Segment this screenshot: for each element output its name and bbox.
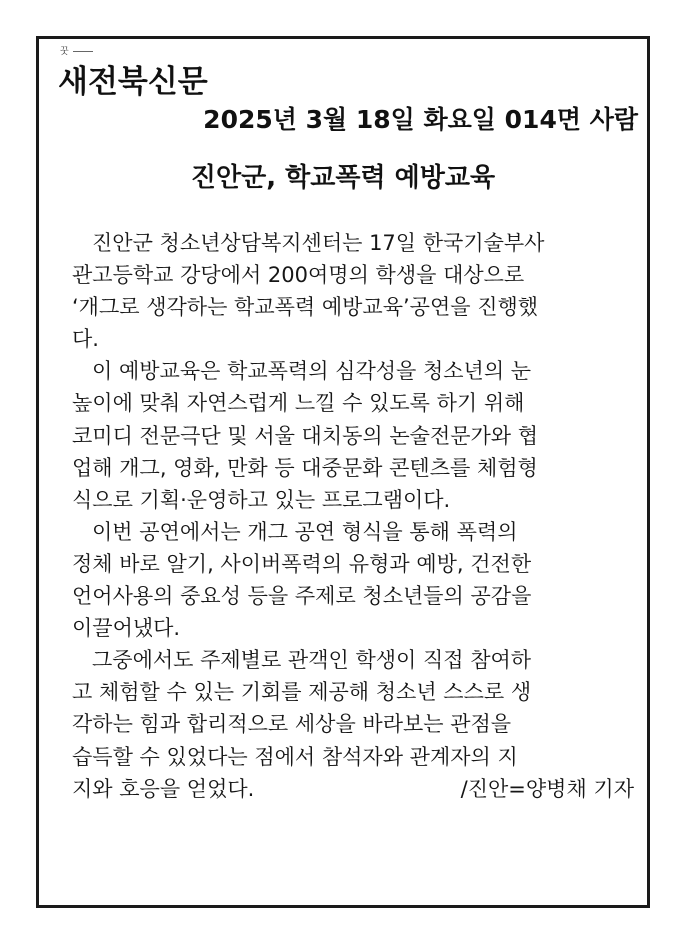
article-line: 다. — [72, 327, 99, 352]
article-line: 이끌어냈다. — [72, 616, 181, 641]
article-line: ‘개그로 생각하는 학교폭력 예방교육’공연을 진행했 — [72, 295, 539, 320]
article-line: 진안군 청소년상담복지센터는 17일 한국기술부사 — [92, 231, 545, 255]
article-line: 습득할 수 있었다는 점에서 참석자와 관계자의 지 — [72, 744, 518, 769]
article-line: 그중에서도 주제별로 관객인 학생이 직접 참여하 — [92, 648, 532, 673]
headline: 진안군, 학교폭력 예방교육 — [190, 163, 496, 193]
article-line: 이번 공연에서는 개그 공연 형식을 통해 폭력의 — [92, 519, 518, 544]
article-body — [72, 227, 634, 805]
logo-small-text: 꿋 — [60, 47, 69, 57]
article-line: 코미디 전문극단 및 서울 대치동의 논술전문가와 협 — [72, 423, 539, 448]
dateline: 2025년 3월 18일 화요일 014면 사람 — [203, 105, 638, 134]
byline: /진안=양병채 기자 — [460, 776, 634, 801]
article-line: 정체 바로 알기, 사이버폭력의 유형과 예방, 건전한 — [72, 551, 532, 576]
article-line: 관고등학교 강당에서 200여명의 학생을 대상으로 — [72, 263, 525, 288]
article-line: 이 예방교육은 학교폭력의 심각성을 청소년의 눈 — [92, 359, 532, 384]
article-line: 업해 개그, 영화, 만화 등 대중문화 콘텐츠를 체험형 — [72, 455, 538, 480]
article-line: 높이에 맞춰 자연스럽게 느낄 수 있도록 하기 위해 — [72, 391, 525, 416]
article-line: 식으로 기획·운영하고 있는 프로그램이다. — [72, 487, 451, 512]
article-line: 고 체험할 수 있는 기회를 제공해 청소년 스스로 생 — [72, 680, 532, 705]
logo-rule — [73, 51, 93, 52]
article-line: 각하는 힘과 합리적으로 세상을 바라보는 관점을 — [72, 712, 512, 737]
article-line: 언어사용의 중요성 등을 주제로 청소년들의 공감을 — [72, 584, 532, 609]
article-line: 지와 호응을 얻었다. — [72, 776, 255, 801]
newspaper-name: 새전북신문 — [58, 64, 208, 100]
article-last-line — [72, 773, 634, 805]
